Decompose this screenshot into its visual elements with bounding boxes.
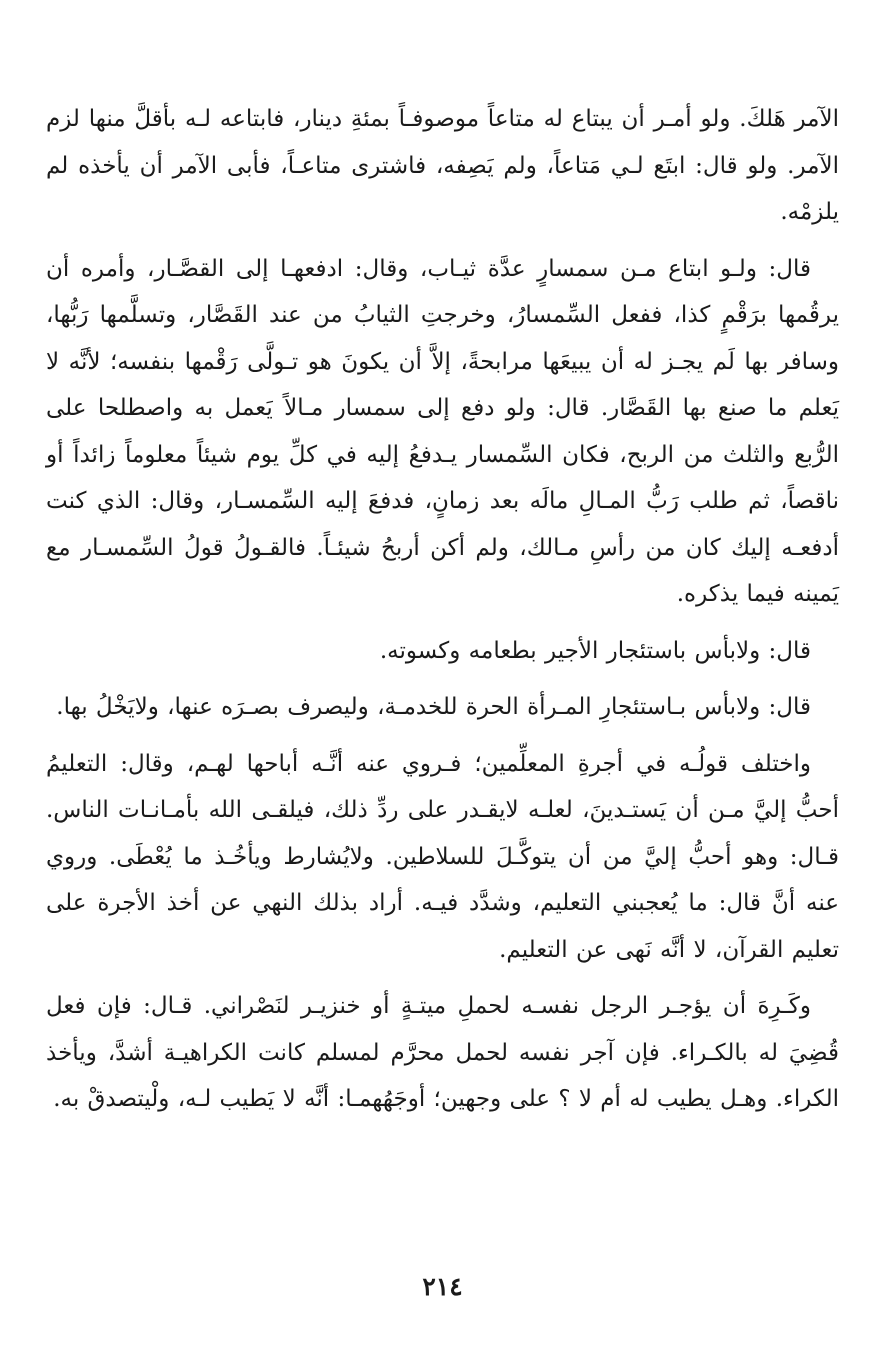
paragraph-5: واختلف قولُـه في أجرةِ المعلِّمين؛ فـروي عنه أنَّـه أباحها لهـم، وقال: التعليمُ أحبُّ إليَّ مـن أن يَستـدينَ، لعلـه لايقـدر على ردِّ ذلك، فيلقـى الله بأمـانـات الناس. قـال: وهو أحبُّ إليَّ من أن يتوكَّـلَ للسلاطين. ولايُشارط ويأخُـذ ما يُعْطَى. وروي عنه أنَّ قال: ما يُعجبني التعليم، وشدَّد فيـه. أراد بذلك النهي عن أخذ الأجرة على تعليم القرآن، لا أنَّه نَهى عن التعليم. — [46, 750, 839, 963]
paragraph-1: الآمر هَلكَ. ولو أمـر أن يبتاع له متاعاً موصوفـاً بمئةِ دينار، فابتاعه لـه بأقلَّ منها لزم الآمر. ولو قال: ابتَع لـي مَتاعاً، ولم يَصِفه، فاشترى متاعـاً، فأبى الآمر أن يأخذه لم يلزمْه. — [46, 106, 839, 225]
page-body — [46, 96, 839, 1246]
page-number: ٢١٤ — [422, 1272, 463, 1301]
paragraph-3: قال: ولابأس باستئجار الأجير بطعامه وكسوته. — [379, 637, 811, 664]
paragraph-6: وكَـرِهَ أن يؤجـر الرجل نفسـه لحملِ ميتـةٍ أو خنزيـر لنَصْراني. قـال: فإن فعل قُضِيَ له بالكـراء. فإن آجر نفسه لحمل محرَّم لمسلم كانت الكراهيـة أشدَّ، ويأخذ الكراء. وهـل يطيب له أم لا ؟ على وجهين؛ أوجَهُهمـا: أنَّه لا يَطيب لـه، ولْيتصدقْ به. — [46, 993, 839, 1112]
paragraph-4: قال: ولابأس بـاستئجارِ المـرأة الحرة للخدمـة، وليصرف بصـرَه عنها، ولايَخْلُ بها. — [56, 694, 811, 720]
paragraph-2: قال: ولـو ابتاع مـن سمسارٍ عدَّة ثيـاب، وقال: ادفعهـا إلى القصَّـار، وأمره أن يرقُمها برَقْمٍ كذا، ففعل السِّمسارُ، وخرجتِ الثيابُ من عند القَصَّار، وتسلَّمها رَبُّها، وسافر بها لَم يجـز له أن يبيعَها مرابحةً، إلاَّ أن يكونَ هو تـولَّى رَقْمها بنفسه؛ لأنَّه لا يَعلم ما صنع بها القَصَّار. قال: ولو دفع إلى سمسار مـالاً يَعمل به واصطلحا على الرُّبع والثلث من الربح، فكان السِّمسار يـدفعُ إليه في كلِّ يوم شيئاً معلوماً زائداً أو ناقصاً، ثم طلب رَبُّ المـالِ مالَه بعد زمانٍ، فدفعَ إليه السِّمسـار، وقال: الذي كنت أدفعـه إليك كان من رأسِ مـالك، ولم أكن أربحُ شيئـاً. فالقـولُ قولُ السِّمسـار مع يَمينه فيما يذكره. — [46, 255, 839, 607]
